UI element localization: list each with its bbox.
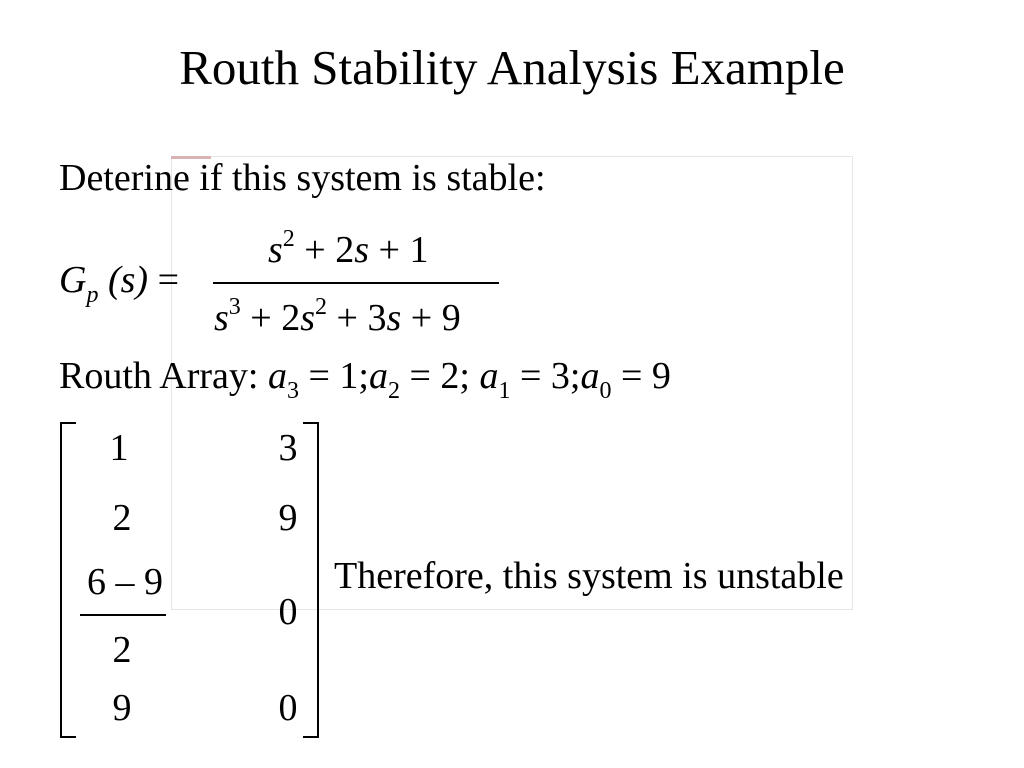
matrix-r3c1-denominator: 2 — [112, 629, 132, 671]
coef-a3-sub: 3 — [286, 378, 299, 404]
coef-a2-sub: 2 — [387, 378, 400, 404]
den-term-4: + 9 — [410, 297, 461, 339]
transfer-function-lhs — [59, 258, 179, 307]
den-term-2-exp: 2 — [315, 294, 328, 320]
den-term-2-var: s — [300, 297, 316, 339]
intro-text: Deterine if this system is stable: — [59, 157, 546, 199]
matrix-r1c2: 3 — [278, 427, 298, 469]
gp-args: (s) — [107, 259, 149, 301]
gp-symbol: G — [59, 259, 87, 301]
num-term-1-exp: 2 — [282, 226, 295, 252]
matrix-r3c1-fraction-bar — [80, 614, 166, 616]
coef-a3-symbol: a — [267, 355, 287, 397]
equals-sign: = — [157, 259, 179, 301]
routh-label: Routh Array: — [59, 355, 259, 397]
slide-title: Routh Stability Analysis Example — [179, 40, 845, 95]
coef-a3-value: = 1; — [308, 355, 369, 397]
coef-a0-sub: 0 — [599, 378, 612, 404]
coef-a2-value: = 2; — [409, 355, 470, 397]
matrix-r4c1: 9 — [112, 687, 132, 729]
gp-subscript: p — [86, 282, 99, 308]
num-term-3: + 1 — [378, 229, 429, 271]
coef-a1-value: = 3; — [519, 355, 581, 397]
tf-fraction-bar — [213, 282, 499, 284]
matrix-r2c2: 9 — [278, 497, 298, 539]
matrix-r1c1: 1 — [109, 427, 129, 469]
coef-a2-symbol: a — [368, 355, 388, 397]
routh-array-line — [59, 354, 671, 403]
coef-a0-symbol: a — [580, 355, 600, 397]
matrix-r2c1: 2 — [112, 497, 132, 539]
matrix-r3c1-numerator: 6 – 9 — [87, 561, 163, 603]
coef-a1-symbol: a — [479, 355, 499, 397]
den-term-3: + 3 — [336, 297, 387, 339]
den-term-1: s — [214, 297, 229, 339]
coef-a1-sub: 1 — [498, 378, 511, 404]
matrix-left-bracket — [60, 422, 76, 738]
num-term-2-var: s — [354, 229, 370, 271]
den-term-2: + 2 — [250, 297, 301, 339]
coef-a0-value: = 9 — [620, 355, 671, 397]
den-term-1-exp: 3 — [228, 294, 241, 320]
tf-denominator — [214, 296, 461, 345]
conclusion-text: Therefore, this system is unstable — [334, 555, 844, 597]
num-term-2: + 2 — [304, 229, 355, 271]
num-term-1: s — [268, 229, 283, 271]
matrix-r4c2: 0 — [278, 687, 298, 729]
matrix-r3c2: 0 — [278, 591, 298, 633]
den-term-3-var: s — [386, 297, 402, 339]
tf-numerator — [268, 228, 428, 277]
